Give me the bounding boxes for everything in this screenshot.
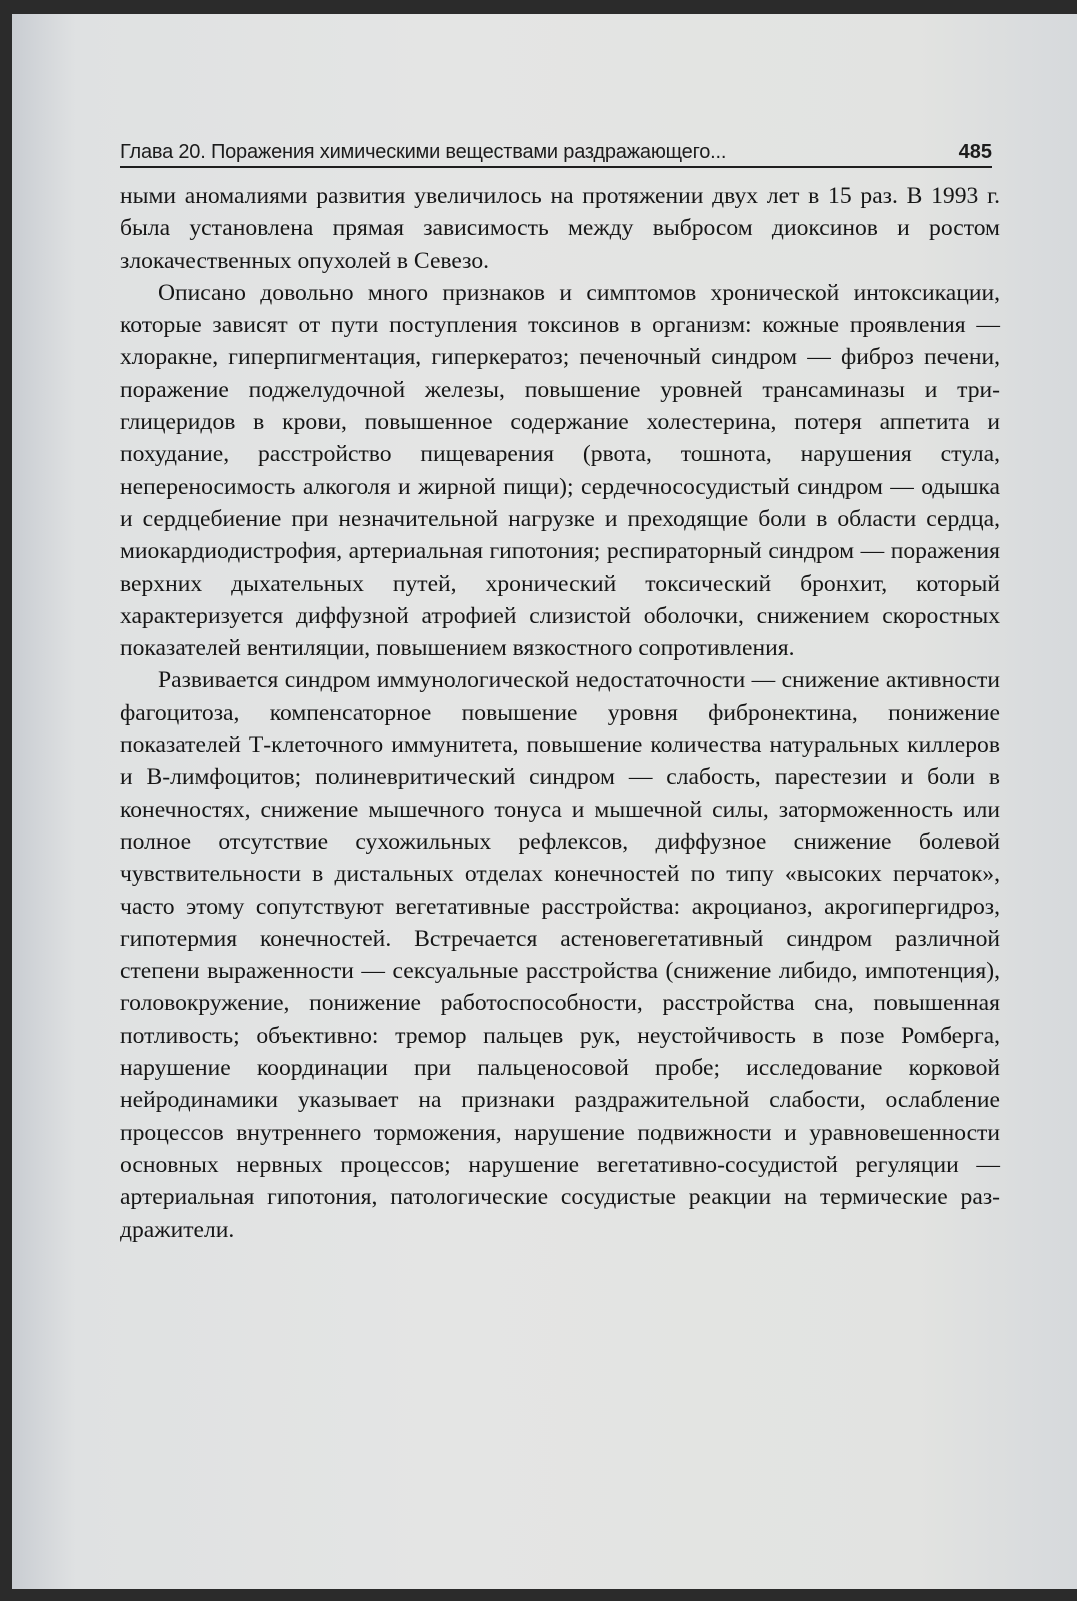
chapter-title: Глава 20. Поражения химическими веществами раздражающего... [120, 141, 727, 163]
paragraph-chronic-intoxication: Описано довольно много признаков и симптомов хронической интоксикации, которые зависят от пути поступления токсинов в организм: кожные проявления — хлоракне, гиперпигментация, гиперкератоз; печеночный синдром — фиброз печени, поражение поджелудочной железы, повышение уровней трансаминазы и триглицеридов в крови, повышенное содержание холестерина, потеря аппетита и похудание, расстройство пищеварения (рвота, тошнота, нарушения стула, непереносимость алкоголя и жирной пищи); сердечнососудистый синдром — одышка и сердцебиение при незначительной нагрузке и преходящие боли в области сердца, миокардиодистрофия, артериальная гипотония; респираторный синдром — поражения верхних дыхательных путей, хронический токсический бронхит, который характеризуется диффузной атрофией слизистой оболочки, снижением скоростных показателей вентиляции, повышением вязкостного сопротивления. [120, 279, 1000, 662]
book-page [12, 14, 1077, 1589]
paragraph-continuation: ными аномалиями развития увеличилось на протяжении двух лет в 15 раз. В 1993 г. была установлена прямая зависимость между выбросом диоксинов и ростом злокачественных опухолей в Севезо. [120, 183, 1000, 274]
paragraph-immunological-syndrome: Развивается синдром иммунологической недостаточности — снижение активности фагоцитоза, компенсаторное повышение уровня фибронектина, понижение показателей Т-клеточного иммунитета, повышение количества натуральных киллеров и В-лимфоцитов; полиневритический синдром — слабость, парестезии и боли в конечностях, снижение мышечного тонуса и мышечной силы, заторможенность или полное отсутствие сухожильных рефлексов, диффузное снижение болевой чувствительности в дистальных отделах конечностей по типу «высоких перчаток», часто этому сопутствуют вегетативные расстройства: акроцианоз, акрогипергидроз, гипотермия конечностей. Встречается астеновегетативный синдром различной степени выраженности — сексуальные расстройства (снижение либидо, импотенция), головокружение, понижение работоспособности, расстройства сна, повышенная потливость; объективно: тремор пальцев рук, неустойчивость в позе Ромберга, нарушение координации при пальценосовой пробе; исследование корковой нейродинамики указывает на признаки раздражительной слабости, ослабление процессов внутреннего торможения, нарушение подвижности и уравновешенности основных нервных процессов; нарушение вегетативно-сосудистой регуляции — артериальная гипотония, патологические сосудистые реакции на термические раздражители. [120, 667, 1000, 1243]
running-header [120, 128, 992, 168]
body-text [120, 180, 1000, 1246]
page-number: 485 [958, 141, 992, 163]
